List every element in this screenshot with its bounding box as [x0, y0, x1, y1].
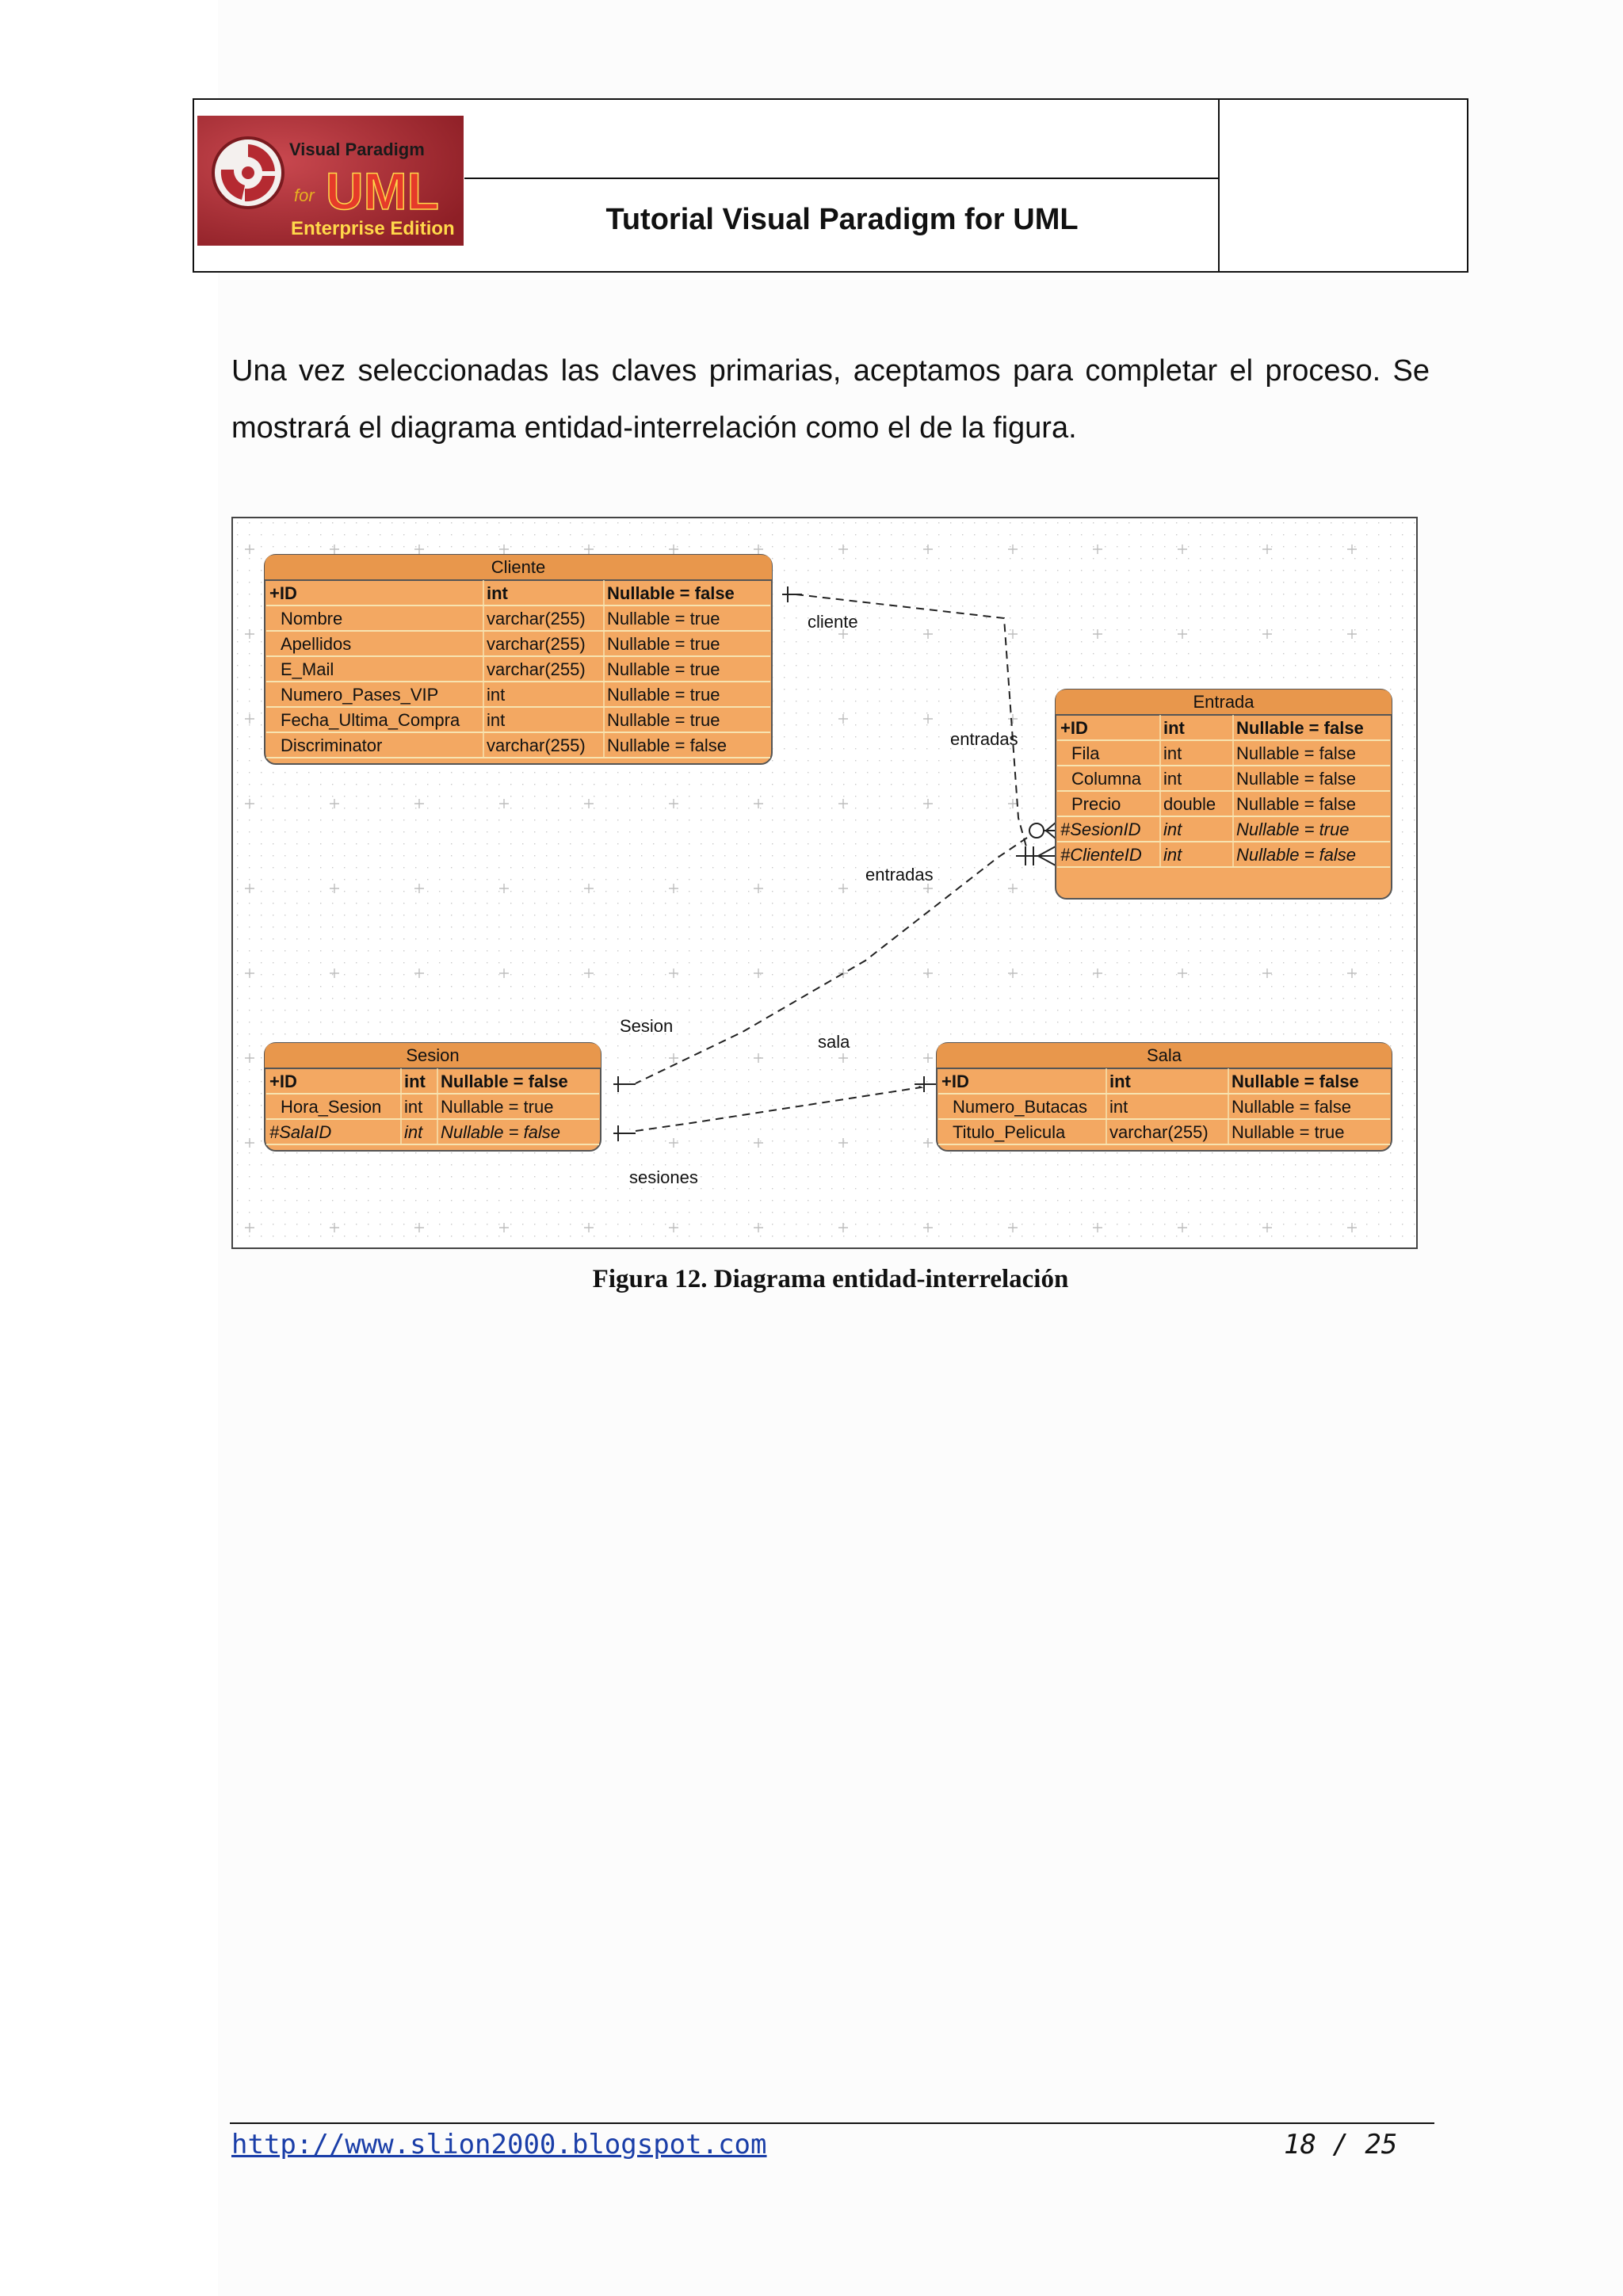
label-sesion: Sesion	[620, 1016, 674, 1036]
header-empty-cell	[1218, 98, 1468, 273]
entity-entrada-cell: int	[1163, 845, 1182, 865]
entity-entrada[interactable]	[1056, 690, 1392, 899]
entity-cliente-cell: Nullable = true	[607, 710, 720, 730]
entity-title-cliente: Cliente	[491, 557, 546, 577]
label-sala: sala	[818, 1032, 850, 1052]
label-entradas-2: entradas	[865, 865, 934, 884]
entity-sala-cell: varchar(255)	[1109, 1122, 1209, 1142]
entity-cliente-cell: int	[487, 710, 506, 730]
entity-entrada-cell: Columna	[1071, 769, 1142, 789]
entity-sesion-cell: int	[404, 1072, 426, 1091]
label-cliente: cliente	[808, 612, 858, 632]
entity-cliente-cell: Nombre	[281, 609, 343, 628]
entity-sesion-cell: #SalaID	[269, 1122, 332, 1142]
entity-entrada-cell: int	[1163, 819, 1182, 839]
entity-entrada-cell: #SesionID	[1060, 819, 1141, 839]
entity-cliente-cell: Discriminator	[281, 735, 383, 755]
entity-entrada-cell: Nullable = true	[1236, 819, 1350, 839]
entity-sesion-cell: Hora_Sesion	[281, 1097, 382, 1117]
entity-sala-cell: int	[1109, 1097, 1128, 1117]
footer-rule	[230, 2122, 1434, 2124]
entity-sala[interactable]	[937, 1043, 1392, 1151]
label-sesiones: sesiones	[629, 1167, 698, 1187]
entity-entrada-cell: int	[1163, 769, 1182, 789]
header-title-cell	[464, 98, 1221, 273]
page-title: Tutorial Visual Paradigm for UML	[605, 203, 1079, 236]
entity-sala-cell: int	[1109, 1072, 1131, 1091]
entity-entrada-cell: Precio	[1071, 794, 1121, 814]
entity-cliente[interactable]	[265, 555, 772, 764]
entity-sala-cell: Numero_Butacas	[953, 1097, 1087, 1117]
entity-cliente-cell: varchar(255)	[487, 634, 586, 654]
entity-cliente-cell: varchar(255)	[487, 609, 586, 628]
entity-entrada-cell: Nullable = false	[1236, 743, 1357, 763]
entity-cliente-cell: Nullable = true	[607, 685, 720, 705]
entity-entrada-cell: double	[1163, 794, 1216, 814]
entity-cliente-cell: Nullable = false	[607, 583, 735, 603]
entity-entrada-cell: Nullable = false	[1236, 769, 1357, 789]
entity-cliente-cell: varchar(255)	[487, 659, 586, 679]
document-header	[193, 98, 1468, 273]
entity-entrada-cell: +ID	[1060, 718, 1088, 738]
entity-sesion-cell: Nullable = false	[441, 1072, 568, 1091]
entity-cliente-cell: E_Mail	[281, 659, 334, 679]
er-diagram	[231, 517, 1418, 1249]
entity-sesion[interactable]	[265, 1043, 601, 1151]
entity-cliente-cell: Nullable = true	[607, 634, 720, 654]
entity-sala-cell: Nullable = true	[1232, 1122, 1345, 1142]
entity-cliente-cell: Nullable = true	[607, 609, 720, 628]
label-entradas-1: entradas	[950, 729, 1018, 749]
page-number: 18 / 25	[1284, 2129, 1398, 2160]
entity-sesion-cell: int	[404, 1122, 423, 1142]
entity-sesion-cell: Nullable = true	[441, 1097, 554, 1117]
entity-sala-cell: Nullable = false	[1232, 1072, 1359, 1091]
entity-sesion-cell: Nullable = false	[441, 1122, 561, 1142]
entity-cliente-cell: varchar(255)	[487, 735, 586, 755]
header-logo-cell	[193, 98, 466, 273]
svg-text:Visual Paradigm: Visual Paradigm	[289, 139, 425, 159]
entity-cliente-cell: Numero_Pases_VIP	[281, 685, 439, 705]
body-paragraph: Una vez seleccionadas las claves primarias, aceptamos para completar el proceso. Se mostrará el diagrama entidad-interrelación como el de la figura.	[231, 354, 1430, 445]
svg-text:Enterprise Edition: Enterprise Edition	[291, 218, 455, 239]
figure-caption: Figura 12. Diagrama entidad-interrelación	[592, 1265, 1069, 1293]
entity-entrada-cell: Nullable = false	[1236, 794, 1357, 814]
entity-sesion-cell: +ID	[269, 1072, 297, 1091]
entity-sala-cell: Nullable = false	[1232, 1097, 1352, 1117]
entity-sesion-cell: int	[404, 1097, 423, 1117]
entity-cliente-cell: +ID	[269, 583, 297, 603]
entity-entrada-cell: int	[1163, 743, 1182, 763]
entity-cliente-cell: Fecha_Ultima_Compra	[281, 710, 460, 730]
entity-entrada-cell: int	[1163, 718, 1185, 738]
entity-entrada-cell: Fila	[1071, 743, 1100, 763]
entity-cliente-cell: int	[487, 685, 506, 705]
entity-sala-cell: +ID	[941, 1072, 969, 1091]
entity-entrada-cell: Nullable = false	[1236, 845, 1357, 865]
footer-link[interactable]: http://www.slion2000.blogspot.com	[231, 2129, 767, 2160]
entity-cliente-cell: int	[487, 583, 508, 603]
entity-sala-cell: Titulo_Pelicula	[953, 1122, 1066, 1142]
entity-title-entrada: Entrada	[1193, 692, 1254, 712]
visual-paradigm-logo	[197, 116, 464, 246]
entity-cliente-cell: Apellidos	[281, 634, 352, 654]
entity-cliente-cell: Nullable = false	[607, 735, 727, 755]
entity-title-sesion: Sesion	[406, 1045, 460, 1065]
svg-text:for: for	[294, 185, 315, 205]
entity-title-sala: Sala	[1146, 1045, 1182, 1065]
entity-entrada-cell: Nullable = false	[1236, 718, 1364, 738]
svg-text:UML: UML	[326, 162, 439, 220]
entity-cliente-cell: Nullable = true	[607, 659, 720, 679]
entity-entrada-cell: #ClienteID	[1060, 845, 1142, 865]
